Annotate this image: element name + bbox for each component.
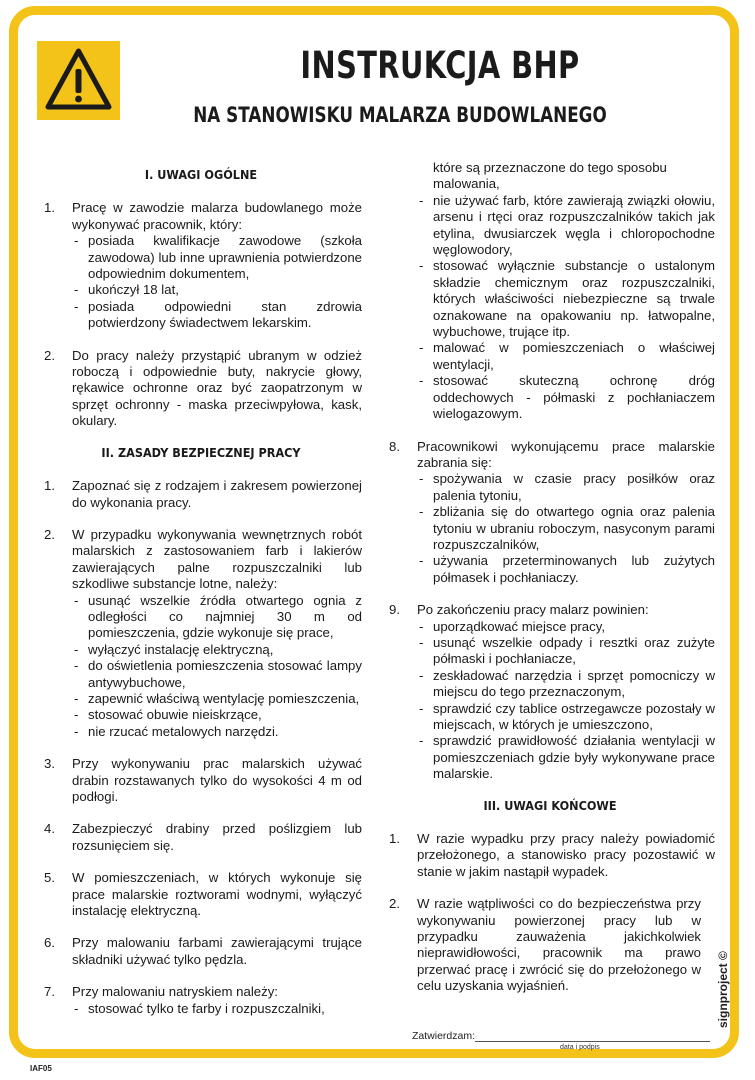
document-code: IAF05 [30, 1064, 52, 1073]
item-text: Pracownikowi wykonującemu prace malarskie zabrania się: [417, 438, 715, 470]
item-number: 3. [44, 756, 55, 772]
sub-item: - posiada kwalifikacje zawodowe (szkoła zawodowa) lub inne uprawnienia potwierdzone odpowiednim dokumentem, [72, 233, 362, 282]
list-item [385, 602, 715, 782]
approval-label: Zatwierdzam: [412, 1030, 476, 1042]
warning-triangle-icon [37, 41, 120, 120]
brand-mark: signproject © [716, 951, 730, 1028]
item-text: Po zakończeniu pracy malarz powinien: [417, 602, 649, 618]
item-number: 7. [44, 984, 55, 1000]
item-text: Przy wykonywaniu prac malarskich używać drabin rozstawanych tylko do wysokości 4 m od podłogi. [72, 756, 362, 804]
section-heading-safety: II. ZASADY BEZPIECZNEJ PRACY [101, 445, 301, 461]
page-title: INSTRUKCJA BHP [300, 44, 580, 87]
item-text: W razie wypadku przy pracy należy powiadomić przełożonego, a stanowisko pracy pozostawić w stanie w jakim nastąpił wypadek. [417, 831, 715, 879]
item-text: W razie wątpliwości co do bezpieczeństwa przy wykonywaniu powierzonej pracy lub w przypadku zauważenia jakichkolwiek nieprawidłowości, pracownik ma prawo przerwać pracę i zwrócić się do przełożonego w celu uzyskania wyjaśnień. [417, 896, 701, 994]
sub-item: - usunąć wszelkie odpady i resztki oraz zużyte półmaski i pochłaniacze, [417, 635, 715, 668]
sub-item: - sprawdzić czy tablice ostrzegawcze pozostały w miejscach, w których je umieszczono, [417, 701, 715, 734]
item-number: 1. [44, 478, 55, 494]
sub-item: - zbliżania się do otwartego ognia oraz palenia tytoniu w ubraniu roboczym, nasyconym parami rozpuszczalników, [417, 504, 715, 553]
list-item [40, 756, 362, 805]
item-text: Zabezpieczyć drabiny przed poślizgiem lub rozsunięciem się. [72, 821, 362, 853]
item-continuation-text: które są przeznaczone do tego sposobu malowania, [433, 160, 667, 192]
sub-item: - ukończył 18 lat, [72, 282, 362, 298]
sub-item: - wyłączyć instalację elektryczną, [72, 642, 362, 658]
item-number: 5. [44, 870, 55, 886]
sub-item: - malować w pomieszczeniach o właściwej wentylacji, [417, 340, 715, 373]
item-number: 1. [389, 831, 400, 847]
item-text: Do pracy należy przystąpić ubranym w odzież roboczą i odpowiednie buty, nakrycie głowy, rękawice ochronne oraz być zaopatrzonym w sprzęt ochronny - maska przeciwpyłowa, kask, okulary. [72, 347, 362, 429]
item-number: 2. [44, 347, 55, 363]
item-number: 4. [44, 821, 55, 837]
sub-item: - zapewnić właściwą wentylację pomieszczenia, [72, 691, 362, 707]
item-number: 8. [389, 438, 400, 454]
sub-item: - stosować obuwie nieiskrzące, [72, 707, 362, 723]
list-item [385, 831, 715, 880]
item-number: 2. [389, 896, 400, 912]
list-item [40, 935, 362, 968]
sub-item: - nie rzucać metalowych narzędzi. [72, 724, 362, 740]
right-column [385, 160, 715, 1011]
list-item [40, 870, 362, 919]
signature-caption: data i podpis [560, 1044, 600, 1051]
warning-sign [37, 41, 120, 120]
item-text: Przy malowaniu natryskiem należy: [72, 984, 278, 1000]
sub-item: - usunąć wszelkie źródła otwartego ognia z odległości co najmniej 30 m od pomieszczenia, gdzie wykonuje się prace, [72, 593, 362, 642]
sub-item: - sprawdzić prawidłowość działania wentylacji w pomieszczeniach gdzie były wykonywane prace malarskie. [417, 733, 715, 782]
item-text: Zapoznać się z rodzajem i zakresem powierzonej do wykonania pracy. [72, 478, 362, 510]
sub-item: - uporządkować miejsce pracy, [417, 619, 715, 635]
section-heading-final: III. UWAGI KOŃCOWE [483, 798, 617, 814]
item-number: 6. [44, 935, 55, 951]
list-item [40, 527, 362, 740]
item-number: 1. [44, 200, 55, 216]
item-text: W przypadku wykonywania wewnętrznych robót malarskich z zastosowaniem farb i lakierów zawierających palne rozpuszczalniki lub szkodliwe substancje lotne, należy: [72, 526, 362, 592]
list-item [40, 984, 362, 1017]
sub-item: - stosować wyłącznie substancje o ustalonym składzie chemicznym oraz rozpuszczalniki, których właściwości niebezpieczne są trwale oznakowane na opakowaniu np. łatwopalne, wybuchowe, trujące itp. [417, 258, 715, 340]
sub-item: - używania przeterminowanych lub zużytych półmasek i pochłaniaczy. [417, 553, 715, 586]
list-item [40, 200, 362, 331]
item-text: W pomieszczeniach, w których wykonuje się prace malarskie roztworami wodnymi, wyłączyć instalację elektryczną. [72, 870, 362, 919]
sub-item: - zeskładować narzędzia i sprzęt pomocniczy w miejscu do tego przeznaczonym, [417, 668, 715, 701]
list-item [40, 821, 362, 854]
section-heading-general: I. UWAGI OGÓLNE [144, 168, 258, 183]
signature-line [475, 1041, 710, 1042]
list-item [40, 478, 362, 511]
sub-item: - do oświetlenia pomieszczenia stosować lampy antywybuchowe, [72, 658, 362, 691]
page-subtitle: NA STANOWISKU MALARZA BUDOWLANEGO [193, 103, 607, 127]
sub-item: - posiada odpowiedni stan zdrowia potwierdzony świadectwem lekarskim. [72, 299, 362, 332]
sub-item: - spożywania w czasie pracy posiłków oraz palenia tytoniu, [417, 471, 715, 504]
list-item [40, 348, 362, 430]
list-item [385, 439, 715, 587]
list-item [385, 896, 715, 994]
sub-item: - nie używać farb, które zawierają związki ołowiu, arsenu i rtęci oraz rozpuszczalników takich jak etylina, dwusiarczek węgla i chloropochodne węglowodory, [417, 193, 715, 259]
left-column [40, 162, 362, 1033]
item-number: 2. [44, 526, 55, 542]
sub-item: - stosować skuteczną ochronę dróg oddechowych - półmaski z pochłaniaczem wielogazowym. [417, 373, 715, 422]
item-text: Pracę w zawodzie malarza budowlanego może wykonywać pracownik, który: [72, 200, 362, 232]
sub-item: - stosować tylko te farby i rozpuszczalniki, [72, 1001, 362, 1017]
item-continuation [385, 160, 715, 423]
item-number: 9. [389, 602, 400, 618]
item-text: Przy malowaniu farbami zawierającymi trujące składniki używać tylko pędzla. [72, 935, 362, 967]
